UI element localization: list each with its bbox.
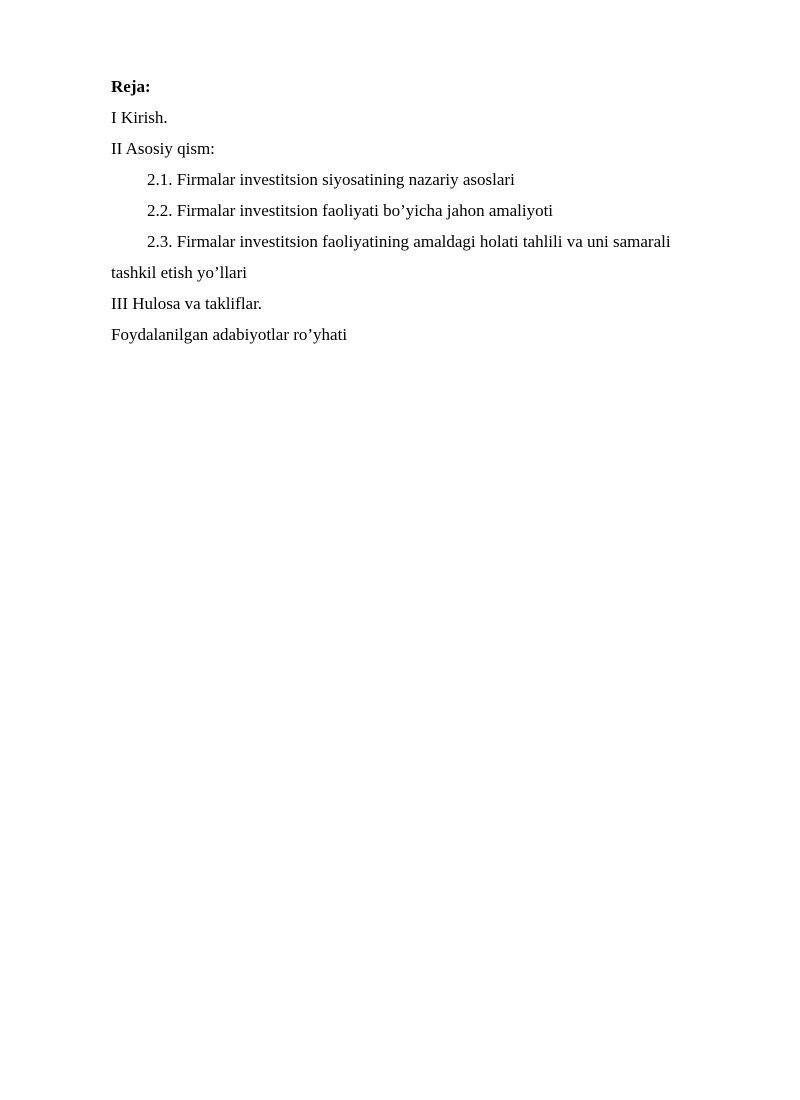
item-references: Foydalanilgan adabiyotlar ro’yhati <box>111 325 348 344</box>
item-conclusion: III Hulosa va takliflar. <box>111 294 263 313</box>
item-subsection-2-3-continued: tashkil etish yo’llari <box>111 263 247 282</box>
plan-heading: Reja: <box>111 77 151 96</box>
item-introduction: I Kirish. <box>111 108 168 127</box>
item-subsection-2-1: 2.1. Firmalar investitsion siyosatining nazariy asoslari <box>147 170 515 189</box>
plan-section <box>111 71 731 350</box>
item-subsection-2-3: 2.3. Firmalar investitsion faoliyatining amaldagi holati tahlili va uni samarali <box>147 232 671 251</box>
item-subsection-2-2: 2.2. Firmalar investitsion faoliyati bo’yicha jahon amaliyoti <box>147 201 554 220</box>
item-main-part: II Asosiy qism: <box>111 139 215 158</box>
